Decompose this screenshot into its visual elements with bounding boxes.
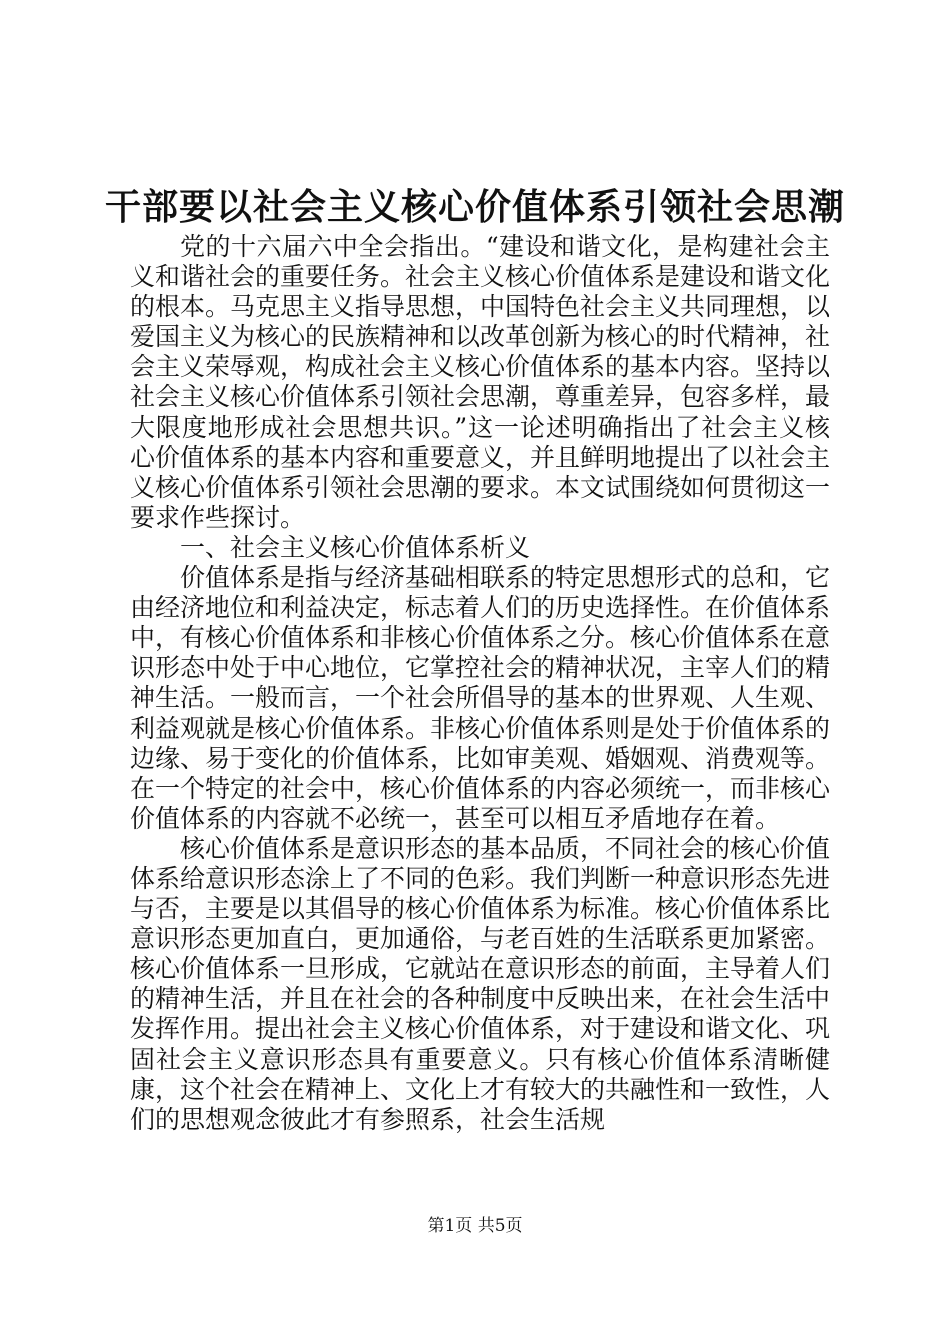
paragraph-core-value: 核心价值体系是意识形态的基本品质，不同社会的核心价值体系给意识形态涂上了不同的色彩。我们判断一种意识形态先进与否，主要是以其倡导的核心价值体系为标准。核心价值体系比意识形态更加直白，更加通俗，与老百姓的生活联系更加紧密。核心价值体系一旦形成，它就站在意识形态的前面，主导着人们的精神生活，并且在社会的各种制度中反映出来，在社会生活中发挥作用。提出社会主义核心价值体系，对于建设和谐文化、巩固社会主义意识形态具有重要意义。只有核心价值体系清晰健康，这个社会在精神上、文化上才有较大的共融性和一致性，人们的思想观念彼此才有参照系，社会生活规 <box>130 833 831 1134</box>
paragraph-intro: 党的十六届六中全会指出。“建设和谐文化，是构建社会主义和谐社会的重要任务。社会主义核心价值体系是建设和谐文化的根本。马克思主义指导思想，中国特色社会主义共同理想，以爱国主义为核心的民族精神和以改革创新为核心的时代精神，社会主义荣辱观，构成社会主义核心价值体系的基本内容。坚持以社会主义核心价值体系引领社会思潮，尊重差异，包容多样，最大限度地形成社会思想共识。”这一论述明确指出了社会主义核心价值体系的基本内容和重要意义，并且鲜明地提出了以社会主义核心价值体系引领社会思潮的要求。本文试围绕如何贯彻这一要求作些探讨。 <box>130 232 831 532</box>
paragraph-value-system: 价值体系是指与经济基础相联系的特定思想形式的总和，它由经济地位和利益决定，标志着人们的历史选择性。在价值体系中，有核心价值体系和非核心价值体系之分。核心价值体系在意识形态中处于中心地位，它掌控社会的精神状况，主宰人们的精神生活。一般而言，一个社会所倡导的基本的世界观、人生观、利益观就是核心价值体系。非核心价值体系则是处于价值体系的边缘、易于变化的价值体系，比如审美观、婚姻观、消费观等。在一个特定的社会中，核心价值体系的内容必须统一，而非核心价值体系的内容就不必统一，甚至可以相互矛盾地存在着。 <box>130 563 831 833</box>
document-body <box>130 232 830 1135</box>
section-heading: 一、社会主义核心价值体系析义 <box>180 532 531 562</box>
page-number-footer: 第1页 共5页 <box>427 1216 523 1236</box>
document-title: 干部要以社会主义核心价值体系引领社会思潮 <box>104 187 845 228</box>
